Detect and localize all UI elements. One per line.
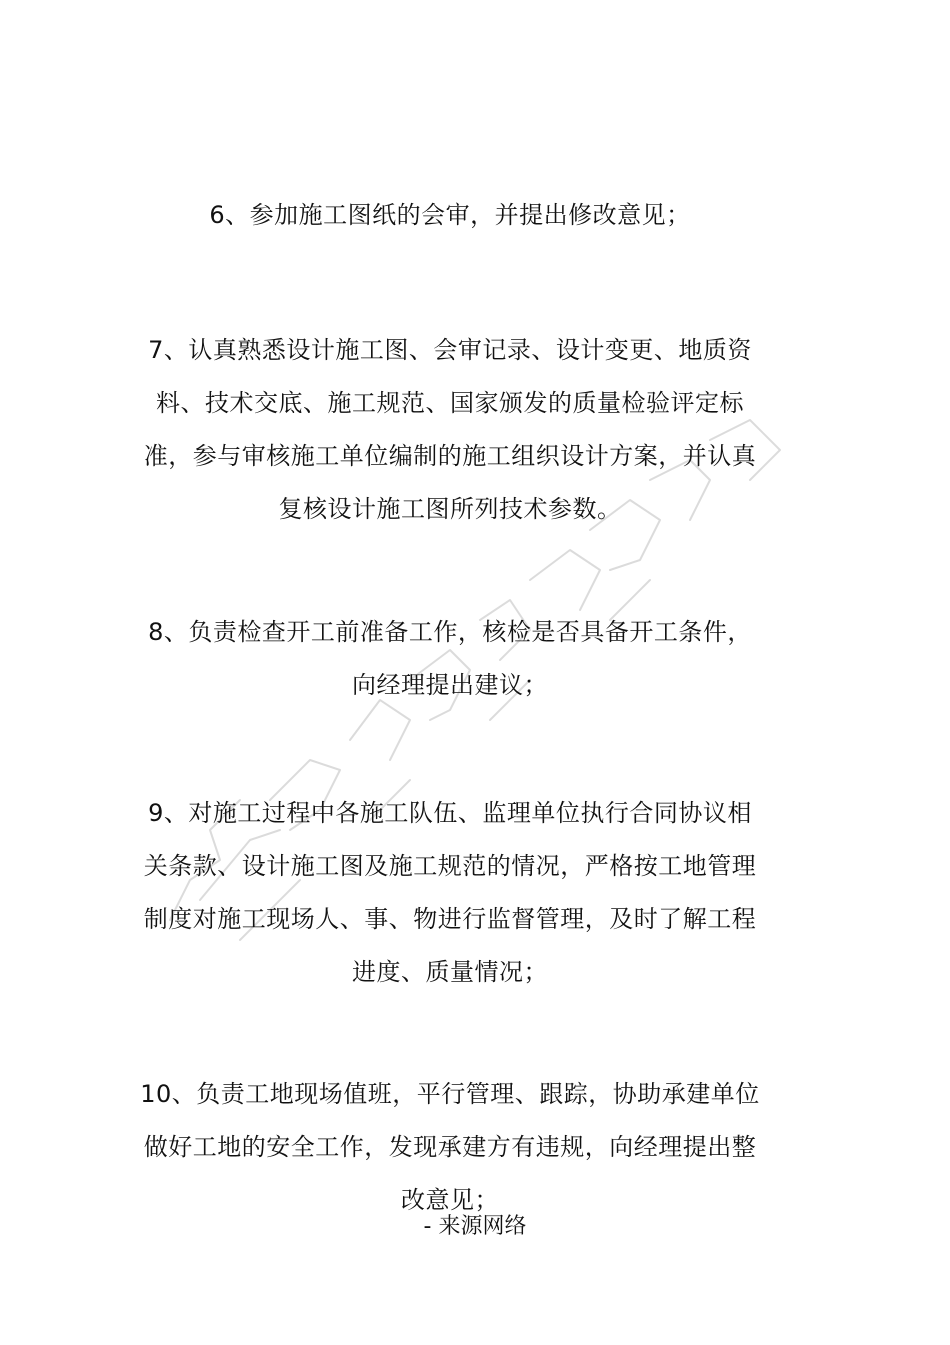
source-note: - 来源网络 <box>423 1214 527 1239</box>
paragraph-item-10: 10、负责工地现场值班，平行管理、跟踪，协助承建单位做好工地的安全工作，发现承建方有违规，向经理提出整改意见； <box>140 1080 760 1214</box>
paragraph-item-9: 9、对施工过程中各施工队伍、监理单位执行合同协议相关条款、设计施工图及施工规范的情况，严格按工地管理制度对施工现场人、事、物进行监督管理，及时了解工程进度、质量情况； <box>143 799 757 986</box>
paragraph-item-6: 6、参加施工图纸的会审，并提出修改意见； <box>209 201 691 229</box>
paragraph-item-8: 8、负责检查开工前准备工作，核检是否具备开工条件，向经理提出建议； <box>148 618 752 699</box>
paragraph-item-7: 7、认真熟悉设计施工图、会审记录、设计变更、地质资料、技术交底、施工规范、国家颁发的质量检验评定标准，参与审核施工单位编制的施工组织设计方案，并认真复核设计施工图所列技术参数。 <box>143 336 757 523</box>
